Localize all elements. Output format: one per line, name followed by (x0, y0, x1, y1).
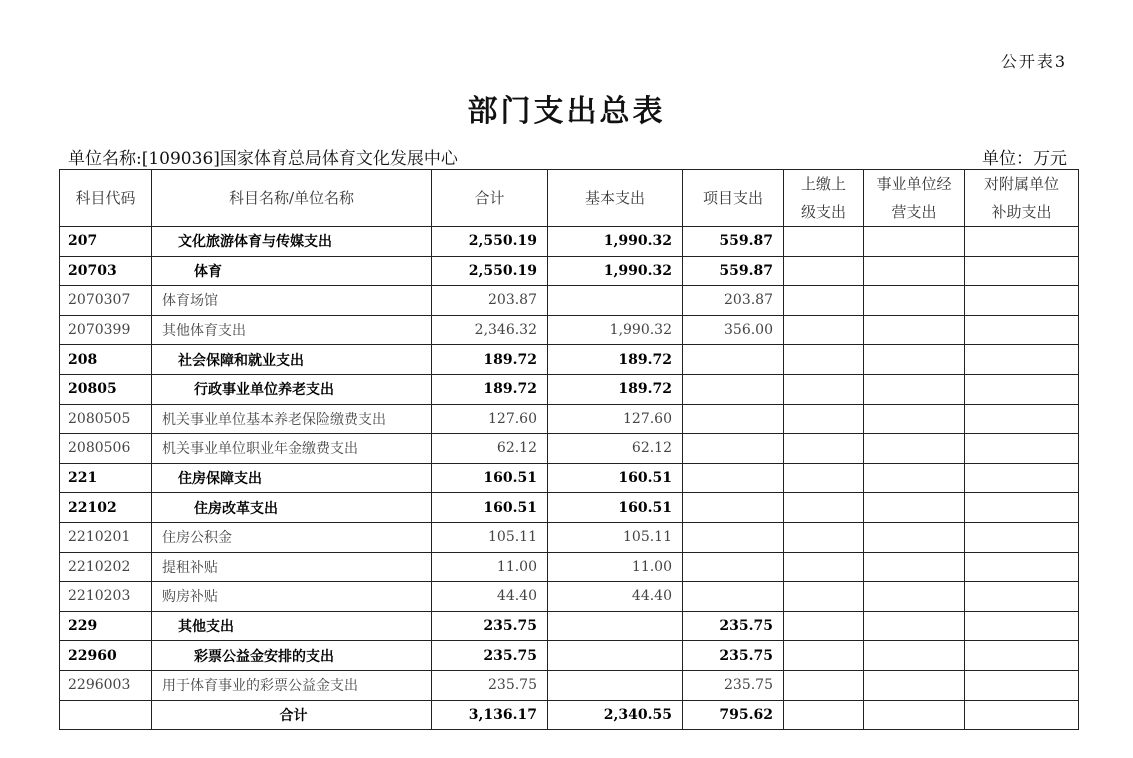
cell-code: 2070399 (60, 315, 152, 345)
cell-basic: 127.60 (548, 404, 683, 434)
cell-basic: 160.51 (548, 493, 683, 523)
header-subsidy-line1: 对附属单位 (983, 175, 1059, 193)
cell-basic: 1,990.32 (548, 227, 683, 257)
table-row (60, 582, 1079, 612)
cell-remit (784, 227, 864, 257)
cell-code: 20703 (60, 256, 152, 286)
cell-business (864, 582, 965, 612)
table-row (60, 670, 1079, 700)
cell-code (60, 700, 152, 730)
cell-name: 体育 (152, 256, 432, 286)
form-tag: 公开表3 (1000, 52, 1067, 71)
cell-basic: 189.72 (548, 345, 683, 375)
cell-code: 2210203 (60, 582, 152, 612)
table-row (60, 552, 1079, 582)
table-row (60, 404, 1079, 434)
table-row (60, 286, 1079, 316)
cell-subsidy (965, 552, 1079, 582)
header-basic: 基本支出 (548, 170, 683, 227)
cell-basic: 44.40 (548, 582, 683, 612)
cell-name: 其他支出 (152, 611, 432, 641)
cell-project (683, 552, 784, 582)
cell-business (864, 641, 965, 671)
cell-remit (784, 582, 864, 612)
cell-remit (784, 641, 864, 671)
cell-remit (784, 256, 864, 286)
cell-basic: 11.00 (548, 552, 683, 582)
cell-total: 235.75 (432, 611, 548, 641)
cell-name: 机关事业单位基本养老保险缴费支出 (152, 404, 432, 434)
cell-name: 体育场馆 (152, 286, 432, 316)
table-row (60, 611, 1079, 641)
cell-total: 2,550.19 (432, 256, 548, 286)
cell-code: 2080506 (60, 434, 152, 464)
cell-code: 20805 (60, 374, 152, 404)
header-code: 科目代码 (60, 170, 152, 227)
cell-subsidy (965, 315, 1079, 345)
cell-basic (548, 286, 683, 316)
cell-total: 235.75 (432, 670, 548, 700)
cell-name: 文化旅游体育与传媒支出 (152, 227, 432, 257)
cell-subsidy (965, 256, 1079, 286)
cell-project (683, 582, 784, 612)
cell-basic: 160.51 (548, 463, 683, 493)
cell-remit (784, 345, 864, 375)
cell-project: 559.87 (683, 256, 784, 286)
cell-code: 221 (60, 463, 152, 493)
cell-remit (784, 493, 864, 523)
cell-basic: 105.11 (548, 522, 683, 552)
cell-remit (784, 404, 864, 434)
cell-project (683, 434, 784, 464)
unit-name: 单位名称:[109036]国家体育总局体育文化发展中心 (68, 149, 458, 169)
table-total-row (60, 700, 1079, 730)
cell-total: 235.75 (432, 641, 548, 671)
cell-total: 62.12 (432, 434, 548, 464)
cell-subsidy (965, 374, 1079, 404)
cell-name: 住房保障支出 (152, 463, 432, 493)
header-project: 项目支出 (683, 170, 784, 227)
cell-business (864, 374, 965, 404)
cell-business (864, 434, 965, 464)
cell-subsidy (965, 434, 1079, 464)
cell-basic: 2,340.55 (548, 700, 683, 730)
table-row (60, 256, 1079, 286)
cell-code: 229 (60, 611, 152, 641)
cell-subsidy (965, 404, 1079, 434)
cell-subsidy (965, 641, 1079, 671)
table-meta (68, 144, 1067, 169)
cell-code: 22960 (60, 641, 152, 671)
cell-business (864, 256, 965, 286)
header-remit-line1: 上缴上 (800, 175, 846, 193)
table-row (60, 641, 1079, 671)
header-business-line2: 营支出 (891, 203, 937, 221)
cell-project: 795.62 (683, 700, 784, 730)
table-row (60, 345, 1079, 375)
cell-subsidy (965, 345, 1079, 375)
cell-project (683, 404, 784, 434)
header-name: 科目名称/单位名称 (152, 170, 432, 227)
header-business (864, 170, 965, 227)
header-row (60, 170, 1079, 227)
cell-business (864, 552, 965, 582)
cell-remit (784, 463, 864, 493)
cell-project: 356.00 (683, 315, 784, 345)
cell-code: 207 (60, 227, 152, 257)
cell-name: 社会保障和就业支出 (152, 345, 432, 375)
cell-name: 其他体育支出 (152, 315, 432, 345)
cell-business (864, 345, 965, 375)
cell-business (864, 522, 965, 552)
currency-unit: 单位：万元 (982, 149, 1067, 169)
cell-subsidy (965, 493, 1079, 523)
cell-project: 235.75 (683, 670, 784, 700)
cell-project: 235.75 (683, 611, 784, 641)
table-body (60, 227, 1079, 730)
cell-name: 行政事业单位养老支出 (152, 374, 432, 404)
cell-name: 提租补贴 (152, 552, 432, 582)
cell-name: 住房公积金 (152, 522, 432, 552)
cell-code: 2296003 (60, 670, 152, 700)
cell-name: 机关事业单位职业年金缴费支出 (152, 434, 432, 464)
header-total: 合计 (432, 170, 548, 227)
cell-remit (784, 611, 864, 641)
cell-total: 105.11 (432, 522, 548, 552)
cell-name: 购房补贴 (152, 582, 432, 612)
cell-name: 彩票公益金安排的支出 (152, 641, 432, 671)
table-row (60, 434, 1079, 464)
cell-name: 住房改革支出 (152, 493, 432, 523)
cell-business (864, 670, 965, 700)
table-row (60, 493, 1079, 523)
page-title: 部门支出总表 (467, 94, 666, 129)
cell-subsidy (965, 227, 1079, 257)
cell-subsidy (965, 670, 1079, 700)
cell-total: 2,550.19 (432, 227, 548, 257)
cell-total: 127.60 (432, 404, 548, 434)
cell-remit (784, 374, 864, 404)
cell-total: 189.72 (432, 374, 548, 404)
header-subsidy-line2: 补助支出 (991, 203, 1052, 221)
cell-business (864, 611, 965, 641)
header-remit-line2: 级支出 (800, 203, 846, 221)
cell-remit (784, 434, 864, 464)
expenditure-table (59, 169, 1079, 730)
cell-business (864, 700, 965, 730)
cell-basic: 1,990.32 (548, 256, 683, 286)
cell-remit (784, 700, 864, 730)
table-row (60, 315, 1079, 345)
header-subsidy (965, 170, 1079, 227)
cell-total: 160.51 (432, 493, 548, 523)
cell-subsidy (965, 700, 1079, 730)
header-remit (784, 170, 864, 227)
cell-remit (784, 552, 864, 582)
cell-basic: 1,990.32 (548, 315, 683, 345)
cell-business (864, 493, 965, 523)
cell-subsidy (965, 611, 1079, 641)
cell-name: 用于体育事业的彩票公益金支出 (152, 670, 432, 700)
cell-subsidy (965, 463, 1079, 493)
cell-business (864, 315, 965, 345)
cell-basic (548, 611, 683, 641)
cell-total: 11.00 (432, 552, 548, 582)
cell-business (864, 227, 965, 257)
cell-remit (784, 670, 864, 700)
cell-code: 2070307 (60, 286, 152, 316)
table-row (60, 227, 1079, 257)
cell-basic (548, 641, 683, 671)
cell-project (683, 345, 784, 375)
cell-code: 2080505 (60, 404, 152, 434)
cell-project: 235.75 (683, 641, 784, 671)
cell-basic: 62.12 (548, 434, 683, 464)
cell-project (683, 493, 784, 523)
cell-total: 160.51 (432, 463, 548, 493)
cell-remit (784, 522, 864, 552)
table-row (60, 522, 1079, 552)
cell-code: 2210201 (60, 522, 152, 552)
cell-remit (784, 286, 864, 316)
cell-total: 3,136.17 (432, 700, 548, 730)
table-row (60, 463, 1079, 493)
cell-code: 208 (60, 345, 152, 375)
cell-project (683, 522, 784, 552)
cell-project (683, 374, 784, 404)
cell-subsidy (965, 286, 1079, 316)
cell-subsidy (965, 582, 1079, 612)
header-business-line1: 事业单位经 (876, 175, 952, 193)
table-row (60, 374, 1079, 404)
cell-project: 559.87 (683, 227, 784, 257)
cell-project: 203.87 (683, 286, 784, 316)
cell-basic (548, 670, 683, 700)
cell-code: 22102 (60, 493, 152, 523)
cell-total: 203.87 (432, 286, 548, 316)
cell-name: 合计 (152, 700, 432, 730)
cell-business (864, 286, 965, 316)
cell-remit (784, 315, 864, 345)
cell-business (864, 404, 965, 434)
cell-total: 44.40 (432, 582, 548, 612)
cell-total: 189.72 (432, 345, 548, 375)
cell-business (864, 463, 965, 493)
cell-subsidy (965, 522, 1079, 552)
cell-code: 2210202 (60, 552, 152, 582)
cell-project (683, 463, 784, 493)
cell-total: 2,346.32 (432, 315, 548, 345)
cell-basic: 189.72 (548, 374, 683, 404)
